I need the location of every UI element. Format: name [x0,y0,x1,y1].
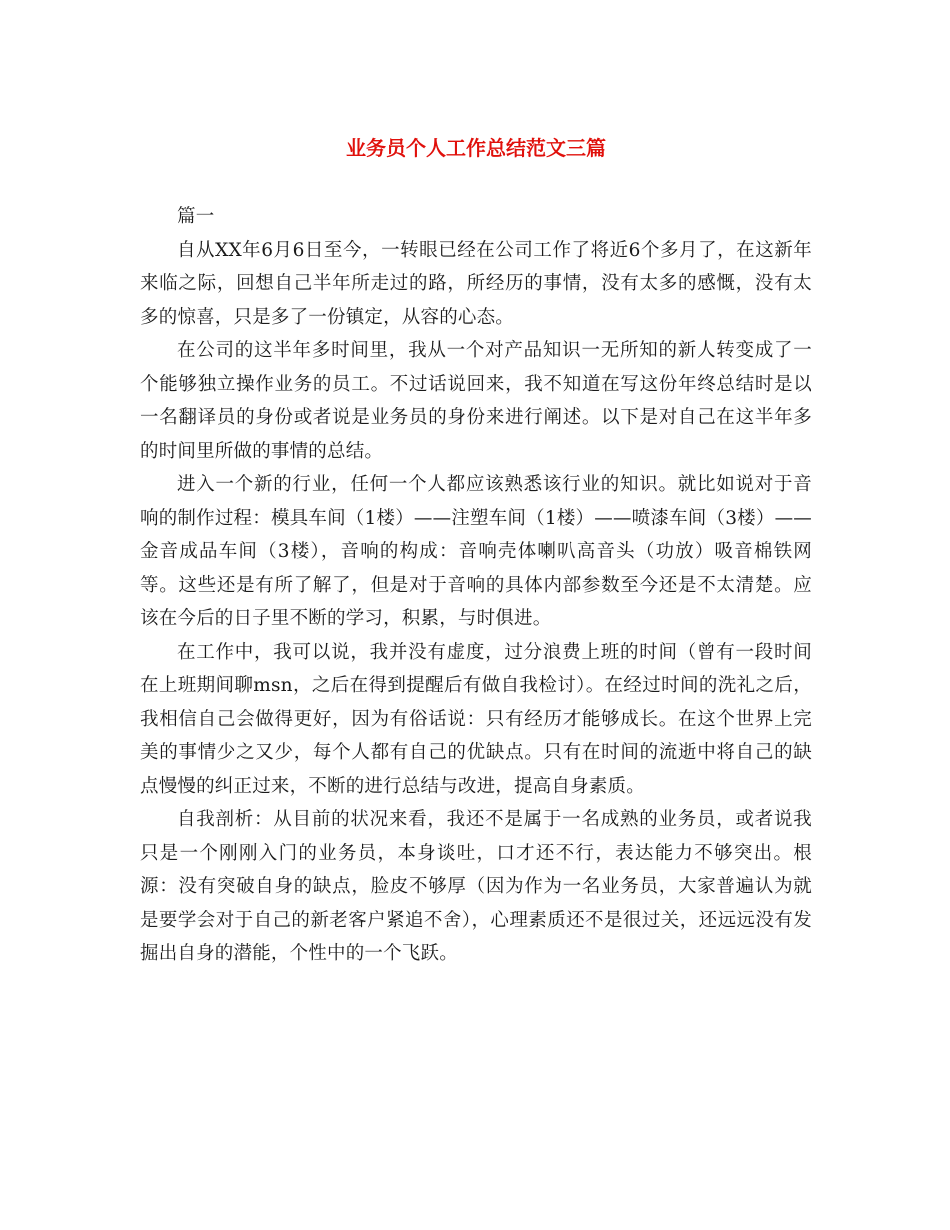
paragraph: 自我剖析：从目前的状况来看，我还不是属于一名成熟的业务员，或者说我只是一个刚刚入门的业务员，本身谈吐，口才还不行，表达能力不够突出。根源：没有突破自身的缺点，脸皮不够厚（因为作为一名业务员，大家普遍认为就是要学会对于自己的新老客户紧追不舍），心理素质还不是很过关，还远远没有发掘出自身的潜能，个性中的一个飞跃。 [140,809,812,964]
section-heading: 篇一 [177,206,215,227]
paragraph: 进入一个新的行业，任何一个人都应该熟悉该行业的知识。就比如说对于音响的制作过程：模具车间（1楼）——注塑车间（1楼）——喷漆车间（3楼）——金音成品车间（3楼），音响的构成：音响壳体喇叭高音头（功放）吸音棉铁网等。这些还是有所了解了，但是对于音响的具体内部参数至今还是不太清楚。应该在今后的日子里不断的学习，积累，与时俱进。 [140,474,812,629]
document-page [140,128,812,971]
paragraph: 在公司的这半年多时间里，我从一个对产品知识一无所知的新人转变成了一个能够独立操作业务的员工。不过话说回来，我不知道在写这份年终总结时是以一名翻译员的身份或者说是业务员的身份来进行阐述。以下是对自己在这半年多的时间里所做的事情的总结。 [140,340,812,462]
paragraph: 在工作中，我可以说，我并没有虚度，过分浪费上班的时间（曾有一段时间在上班期间聊msn，之后在得到提醒后有做自我检讨）。在经过时间的洗礼之后，我相信自己会做得更好，因为有俗话说：只有经历才能够成长。在这个世界上完美的事情少之又少，每个人都有自己的优缺点。只有在时间的流逝中将自己的缺点慢慢的纠正过来，不断的进行总结与改进，提高自身素质。 [140,641,812,797]
document-title: 业务员个人工作总结范文三篇 [346,136,606,160]
paragraph: 自从XX年6月6日至今，一转眼已经在公司工作了将近6个多月了，在这新年来临之际，回想自己半年所走过的路，所经历的事情，没有太多的感慨，没有太多的惊喜，只是多了一份镇定，从容的心态。 [140,239,812,328]
